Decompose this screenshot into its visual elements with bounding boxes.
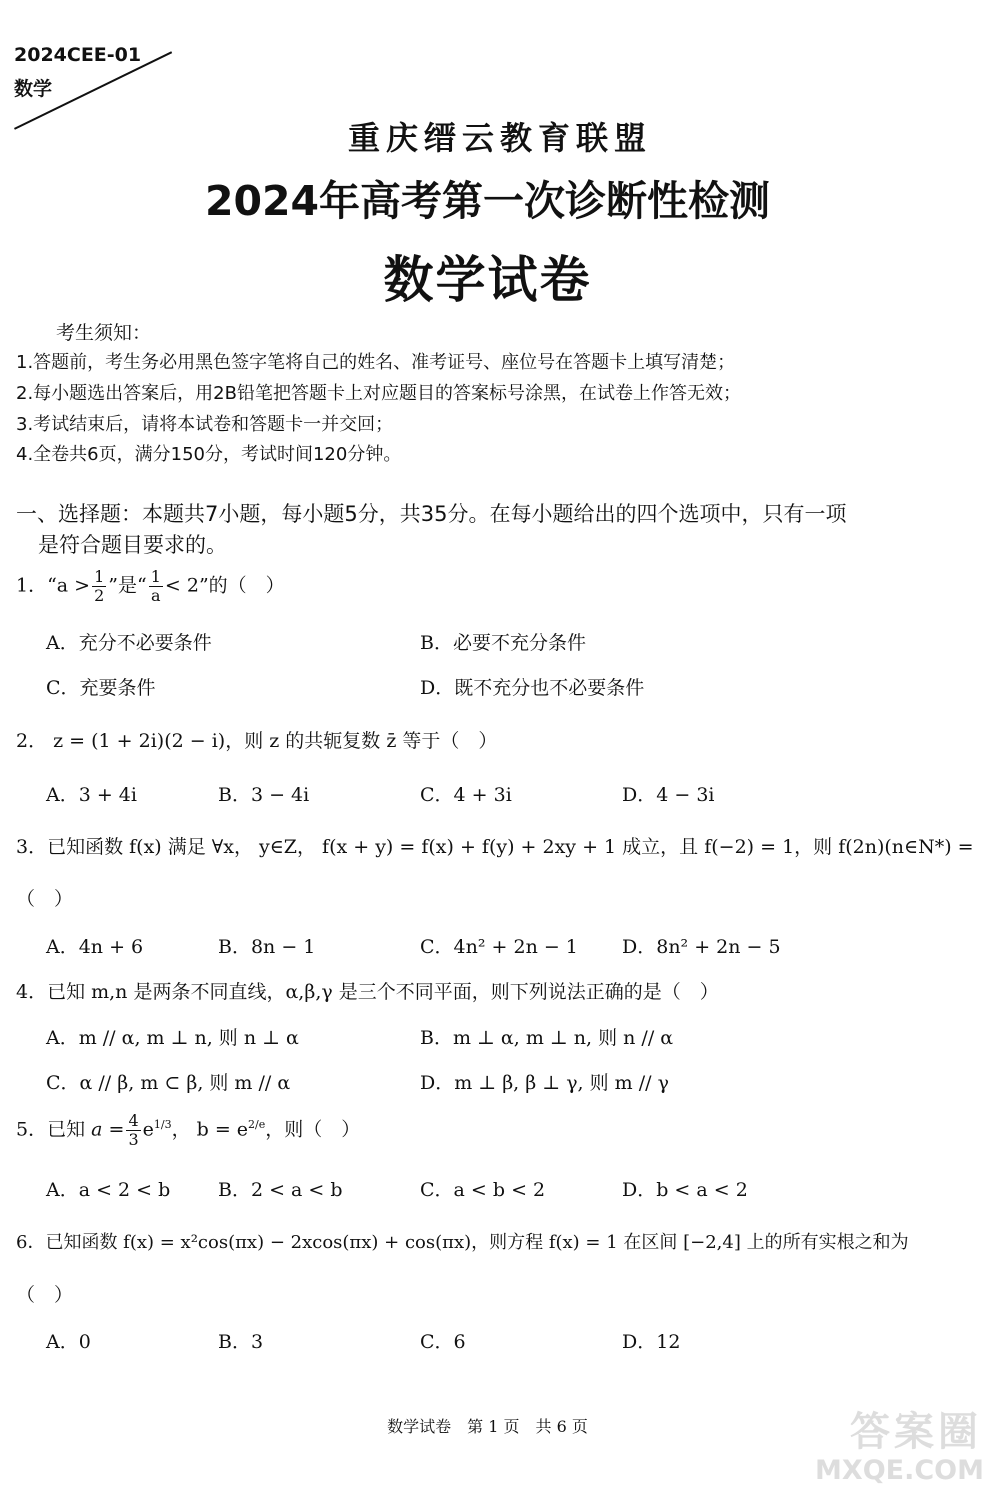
option-c[interactable]: C．6 [420, 1331, 466, 1353]
q1-text: < 2”的（ ） [164, 574, 285, 597]
question-4-stem: 4．已知 m,n 是两条不同直线，α,β,γ 是三个不同平面，则下列说法正确的是（ ） [16, 981, 719, 1003]
option-d[interactable]: D．8n² + 2n − 5 [622, 936, 781, 958]
notice-item: 3.考试结束后，请将本试卷和答题卡一并交回； [16, 414, 394, 435]
option-a[interactable]: A．m // α, m ⊥ n, 则 n ⊥ α [46, 1027, 299, 1049]
option-a[interactable]: A．a < 2 < b [46, 1179, 171, 1201]
question-number: 5．已知 [16, 1118, 86, 1141]
q5-text: ，则（ ） [265, 1118, 361, 1141]
exponent: 1/3 [153, 1118, 172, 1132]
fraction [92, 568, 106, 605]
notice-item: 1.答题前，考生务必用黑色签字笔将自己的姓名、准考证号、座位号在答题卡上填写清楚； [16, 352, 736, 373]
q5-text: ， b = e [171, 1118, 249, 1141]
notice-heading: 考生须知： [56, 322, 152, 344]
option-d[interactable]: D．既不充分也不必要条件 [420, 677, 645, 699]
paper-title: 数学试卷 [383, 251, 592, 309]
numerator: 1 [150, 567, 161, 586]
option-c[interactable]: C．α // β, m ⊂ β, 则 m // α [46, 1072, 291, 1094]
section-heading-cont: 是符合题目要求的。 [38, 533, 227, 557]
option-a[interactable]: A．0 [46, 1331, 91, 1353]
denominator: a [151, 586, 161, 605]
denominator: 2 [94, 586, 105, 605]
option-d[interactable]: D．b < a < 2 [622, 1179, 748, 1201]
question-1-stem [16, 568, 285, 605]
fraction [126, 1112, 140, 1149]
q1-text: “a > [47, 574, 91, 597]
fraction [149, 568, 163, 605]
org-title: 重庆缙云教育联盟 [347, 119, 652, 157]
exam-title: 2024年高考第一次诊断性检测 [204, 177, 771, 225]
paper-code: 2024CEE-01 [14, 44, 142, 66]
question-6-stem: 6．已知函数 f(x) = x²cos(πx) − 2xcos(πx) + cos(πx)，则方程 f(x) = 1 在区间 [−2,4] 上的所有实根之和为 [16, 1232, 909, 1253]
option-b[interactable]: B．3 [218, 1331, 264, 1353]
notice-item: 4.全卷共6页，满分150分，考试时间120分钟。 [16, 444, 402, 465]
watermark-url: MXQE.COM [815, 1455, 984, 1486]
notice-item: 2.每小题选出答案后，用2B铅笔把答题卡上对应题目的答案标号涂黑，在试卷上作答无效； [16, 383, 741, 404]
answer-paren: （ ） [16, 888, 74, 910]
q1-text: ”是“ [108, 574, 147, 597]
q5-text: a = [91, 1118, 125, 1141]
question-3-stem: 3．已知函数 f(x) 满足 ∀x， y∈Z， f(x + y) = f(x) + f(y) + 2xy + 1 成立，且 f(−2) = 1，则 f(2n)(n∈N*) = [16, 836, 974, 858]
numerator: 4 [128, 1111, 139, 1130]
option-a[interactable]: A．充分不必要条件 [46, 632, 212, 654]
section-heading: 一、选择题：本题共7小题，每小题5分，共35分。在每小题给出的四个选项中，只有一项 [16, 502, 847, 526]
option-b[interactable]: B．3 − 4i [218, 784, 310, 806]
denominator: 3 [128, 1130, 139, 1149]
option-a[interactable]: A．4n + 6 [46, 936, 144, 958]
answer-paren: （ ） [16, 1284, 74, 1306]
page-footer: 数学试卷 第 1 页 共 6 页 [387, 1417, 588, 1436]
question-2-stem: 2． z = (1 + 2i)(2 − i)，则 z 的共轭复数 z̄ 等于（ ） [16, 730, 498, 752]
option-a[interactable]: A．3 + 4i [46, 784, 137, 806]
numerator: 1 [94, 567, 105, 586]
q5-text: e [142, 1118, 154, 1141]
watermark-logo: 答案圈 [850, 1409, 982, 1455]
option-c[interactable]: C．充要条件 [46, 677, 156, 699]
option-b[interactable]: B．8n − 1 [218, 936, 316, 958]
option-b[interactable]: B．m ⊥ α, m ⊥ n, 则 n // α [420, 1027, 674, 1049]
option-b[interactable]: B．2 < a < b [218, 1179, 343, 1201]
question-5-stem [16, 1112, 360, 1149]
option-c[interactable]: C．4 + 3i [420, 784, 512, 806]
question-number: 1． [16, 574, 48, 597]
exponent: 2/e [248, 1118, 266, 1132]
option-c[interactable]: C．4n² + 2n − 1 [420, 936, 578, 958]
option-d[interactable]: D．12 [622, 1331, 681, 1353]
option-d[interactable]: D．4 − 3i [622, 784, 715, 806]
option-d[interactable]: D．m ⊥ β, β ⊥ γ, 则 m // γ [420, 1072, 669, 1094]
subject-label: 数学 [14, 78, 53, 100]
option-b[interactable]: B．必要不充分条件 [420, 632, 586, 654]
option-c[interactable]: C．a < b < 2 [420, 1179, 546, 1201]
